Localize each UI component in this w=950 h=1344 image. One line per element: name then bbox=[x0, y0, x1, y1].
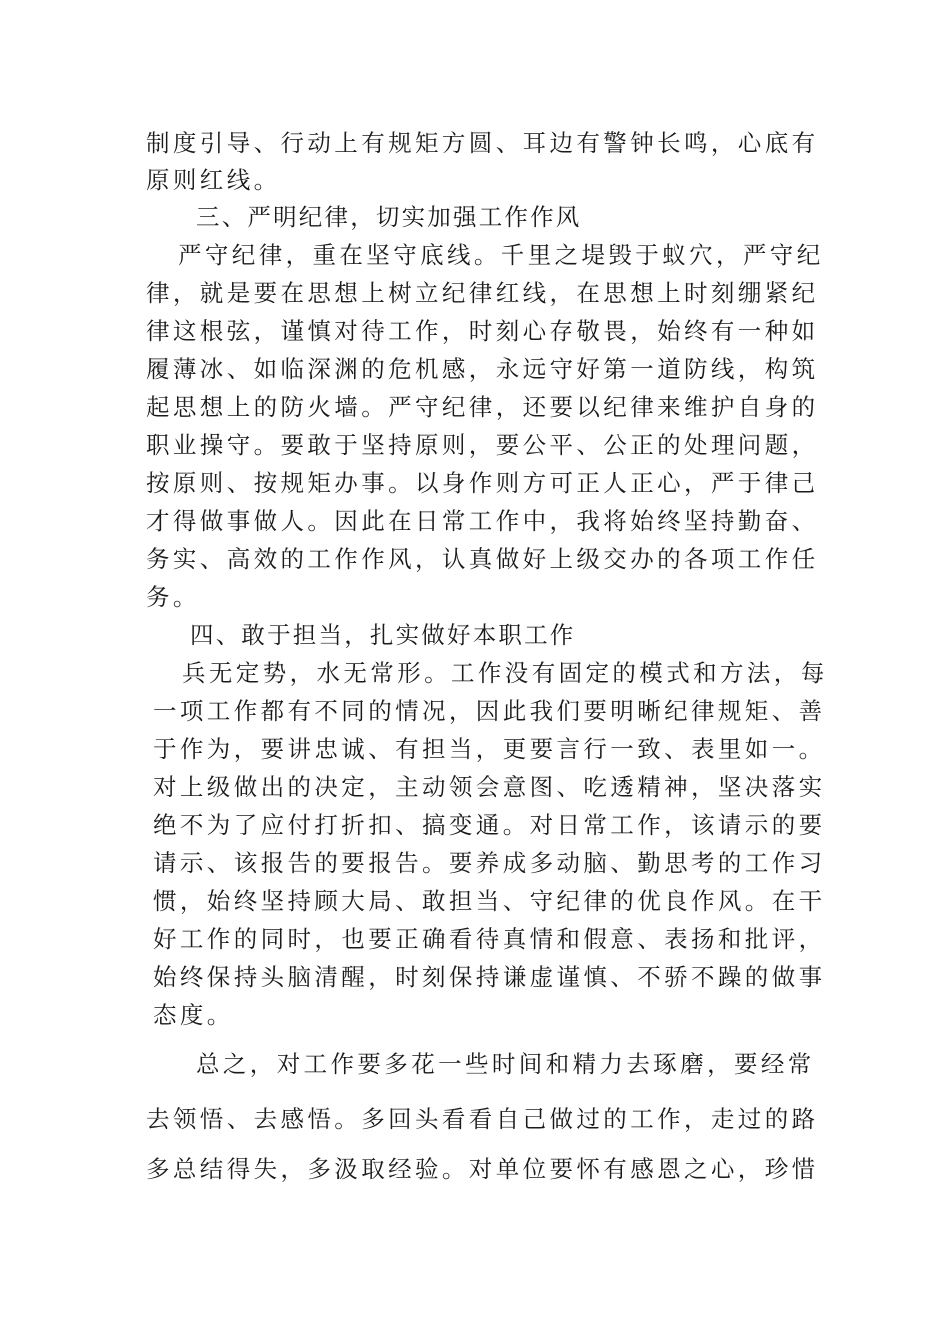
paragraph-line: 兵无定势，水无常形。工作没有固定的模式和方法，每 bbox=[182, 659, 828, 687]
paragraph-line: 起思想上的防火墙。严守纪律，还要以纪律来维护自身的 bbox=[146, 393, 819, 421]
paragraph-line: 才得做事做人。因此在日常工作中，我将始终坚持勤奋、 bbox=[146, 507, 819, 535]
paragraph-line: 律这根弦，谨慎对待工作，时刻心存敬畏，始终有一种如 bbox=[146, 317, 819, 345]
paragraph-line: 律，就是要在思想上树立纪律红线，在思想上时刻绷紧纪 bbox=[146, 279, 819, 307]
paragraph-line: 务实、高效的工作作风，认真做好上级交办的各项工作任 bbox=[146, 545, 819, 573]
paragraph-line: 去领悟、去感悟。多回头看看自己做过的工作，走过的路 bbox=[146, 1105, 819, 1133]
paragraph-line: 绝不为了应付打折扣、搞变通。对日常工作，该请示的要 bbox=[153, 811, 826, 839]
paragraph-line: 履薄冰、如临深渊的危机感，永远守好第一道防线，构筑 bbox=[146, 355, 819, 383]
paragraph-line: 原则红线。 bbox=[146, 166, 281, 194]
paragraph-line: 请示、该报告的要报告。要养成多动脑、勤思考的工作习 bbox=[153, 849, 826, 877]
paragraph-line: 态度。 bbox=[153, 1001, 234, 1029]
paragraph-line: 多总结得失，多汲取经验。对单位要怀有感恩之心，珍惜 bbox=[146, 1155, 819, 1183]
paragraph-line: 对上级做出的决定，主动领会意图、吃透精神，坚决落实 bbox=[153, 773, 826, 801]
paragraph-line: 一项工作都有不同的情况，因此我们要明晰纪律规矩、善 bbox=[153, 697, 826, 725]
paragraph-line: 好工作的同时，也要正确看待真情和假意、表扬和批评， bbox=[153, 925, 826, 953]
paragraph-line: 始终保持头脑清醒，时刻保持谦虚谨慎、不骄不躁的做事 bbox=[153, 963, 826, 991]
paragraph-line: 务。 bbox=[146, 583, 200, 611]
section-heading: 三、严明纪律，切实加强工作作风 bbox=[196, 203, 582, 231]
paragraph-line: 职业操守。要敢于坚持原则，要公平、公正的处理问题， bbox=[146, 431, 819, 459]
section-heading: 四、敢于担当，扎实做好本职工作 bbox=[190, 621, 576, 649]
paragraph-line: 按原则、按规矩办事。以身作则方可正人正心，严于律己 bbox=[146, 469, 819, 497]
paragraph-line: 于作为，要讲忠诚、有担当，更要言行一致、表里如一。 bbox=[153, 735, 826, 763]
paragraph-line: 制度引导、行动上有规矩方圆、耳边有警钟长鸣，心底有 bbox=[146, 129, 819, 157]
paragraph-line: 惯，始终坚持顾大局、敢担当、守纪律的优良作风。在干 bbox=[153, 887, 826, 915]
paragraph-line: 严守纪律，重在坚守底线。千里之堤毁于蚁穴，严守纪 bbox=[178, 241, 824, 269]
paragraph-line: 总之，对工作要多花一些时间和精力去琢磨，要经常 bbox=[196, 1050, 815, 1078]
